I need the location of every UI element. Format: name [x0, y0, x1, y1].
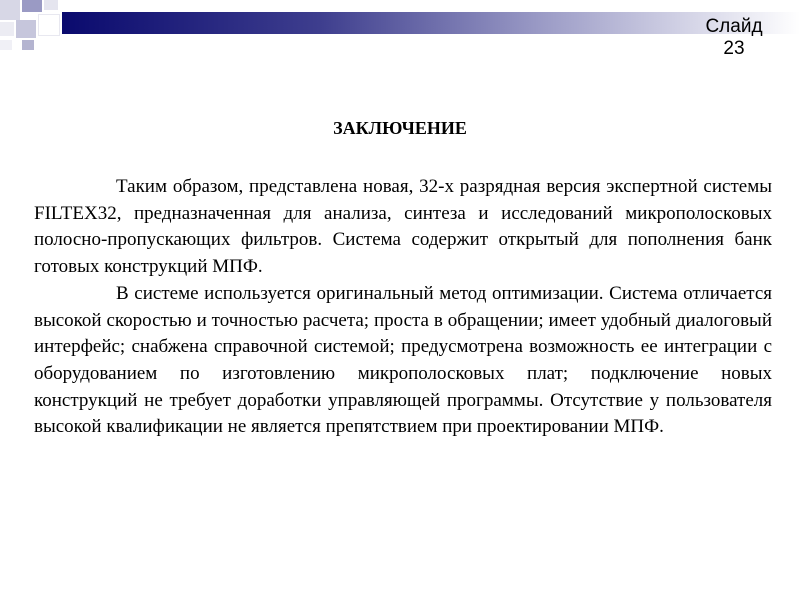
decor-square — [22, 0, 42, 12]
decor-square — [16, 20, 36, 38]
page-title: ЗАКЛЮЧЕНИЕ — [333, 118, 467, 138]
paragraph: Таким образом, представлена новая, 32-х разрядная версия экспертной системы FILTEX32, предназначенная для анализа, синтеза и исследований микрополосковых полосно-пропускающих фильтров. Система содержит открытый для пополнения банк готовых конструкций МПФ. — [34, 176, 772, 278]
decor-square — [0, 0, 20, 20]
slide-number — [694, 16, 774, 60]
paragraph: В системе используется оригинальный метод оптимизации. Система отличается высокой скоростью и точностью расчета; проста в обращении; имеет удобный диалоговый интерфейс; снабжена справочной системой; предусмотрена возможность ее интеграции с оборудованием по изготовлению микрополосковых плат; подключение новых конструкций не требует доработки управляющей программы. Отсутствие у пользователя высокой квалификации не является препятствием при проектировании МПФ. — [34, 282, 772, 438]
decor-square — [0, 22, 14, 36]
decor-square — [0, 40, 12, 50]
slide-number-value: 23 — [723, 38, 745, 59]
decor-square — [38, 14, 60, 36]
slide-label: Слайд — [705, 16, 763, 37]
header-gradient-band — [62, 12, 800, 34]
body-text — [34, 174, 772, 441]
decor-square — [22, 40, 34, 50]
decor-square — [44, 0, 58, 10]
